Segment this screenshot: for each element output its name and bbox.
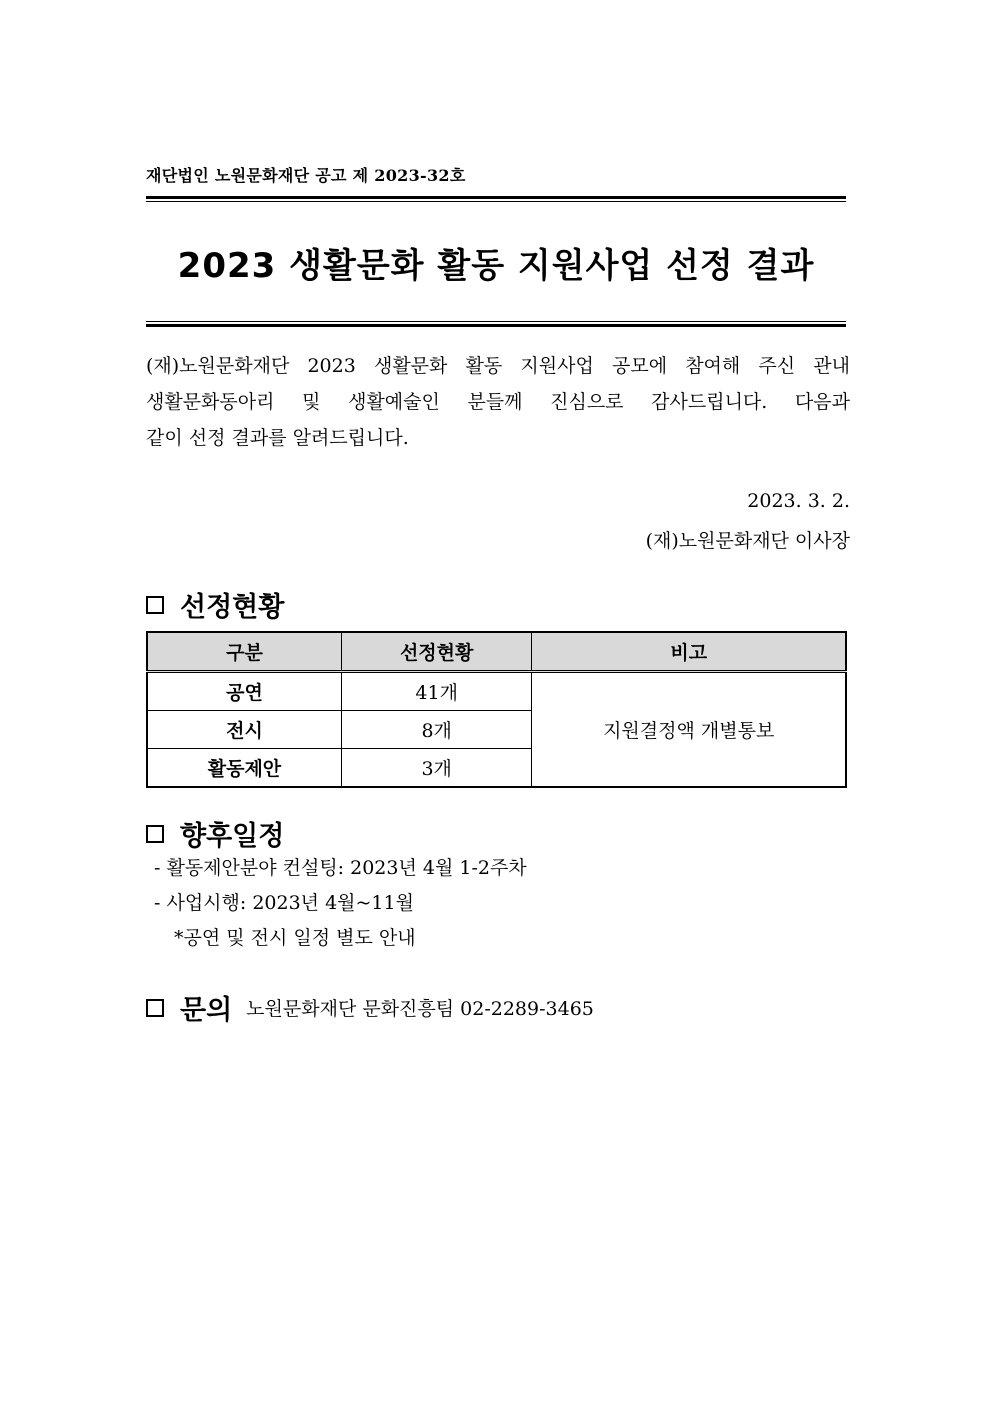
checkbox-icon: [146, 825, 164, 843]
schedule-item: - 활동제안분야 컨설팅: 2023년 4월 1-2주차: [154, 857, 527, 879]
notice-date: 2023. 3. 2.: [747, 490, 850, 512]
notice-number: 재단법인 노원문화재단 공고 제 2023-32호: [146, 166, 466, 185]
category-cell: 활동제안: [147, 749, 341, 788]
signer: (재)노원문화재단 이사장: [645, 530, 850, 552]
category-cell: 공연: [147, 672, 341, 711]
column-header: 구분: [147, 632, 341, 672]
selection-heading-label: 선정현황: [180, 592, 285, 623]
count-cell: 3개: [341, 749, 531, 788]
schedule-item: - 사업시행: 2023년 4월~11월: [154, 892, 414, 914]
intro-line: 생활문화동아리 및 생활예술인 분들께 진심으로 감사드립니다. 다음과: [146, 391, 850, 413]
title-rule-thin: [146, 321, 846, 322]
count-cell: 8개: [341, 711, 531, 749]
intro-line: 같이 선정 결과를 알려드립니다.: [146, 427, 409, 449]
column-header: 선정현황: [341, 632, 531, 672]
selection-table: [146, 631, 847, 788]
inquiry-heading: [146, 988, 594, 1027]
column-header: 비고: [532, 632, 846, 672]
header-rule: [146, 196, 846, 199]
checkbox-icon: [146, 596, 164, 614]
schedule-heading: [146, 814, 284, 853]
header-rule-thin: [146, 201, 846, 202]
selection-heading: [146, 585, 284, 624]
table-header-row: [147, 632, 846, 672]
intro-line: (재)노원문화재단 2023 생활문화 활동 지원사업 공모에 참여해 주신 관내: [146, 355, 850, 377]
count-cell: 41개: [341, 672, 531, 711]
page-title: 2023 생활문화 활동 지원사업 선정 결과: [177, 246, 815, 286]
title-rule: [146, 324, 846, 327]
table-row: [147, 672, 846, 711]
inquiry-heading-label: 문의: [180, 995, 233, 1026]
inquiry-contact: 노원문화재단 문화진흥팀 02-2289-3465: [246, 998, 594, 1020]
category-cell: 전시: [147, 711, 341, 749]
schedule-note: *공연 및 전시 일정 별도 안내: [174, 927, 416, 949]
note-cell: 지원결정액 개별통보: [532, 672, 846, 788]
intro-paragraph: [146, 348, 850, 456]
schedule-heading-label: 향후일정: [180, 821, 285, 852]
checkbox-icon: [146, 999, 164, 1017]
